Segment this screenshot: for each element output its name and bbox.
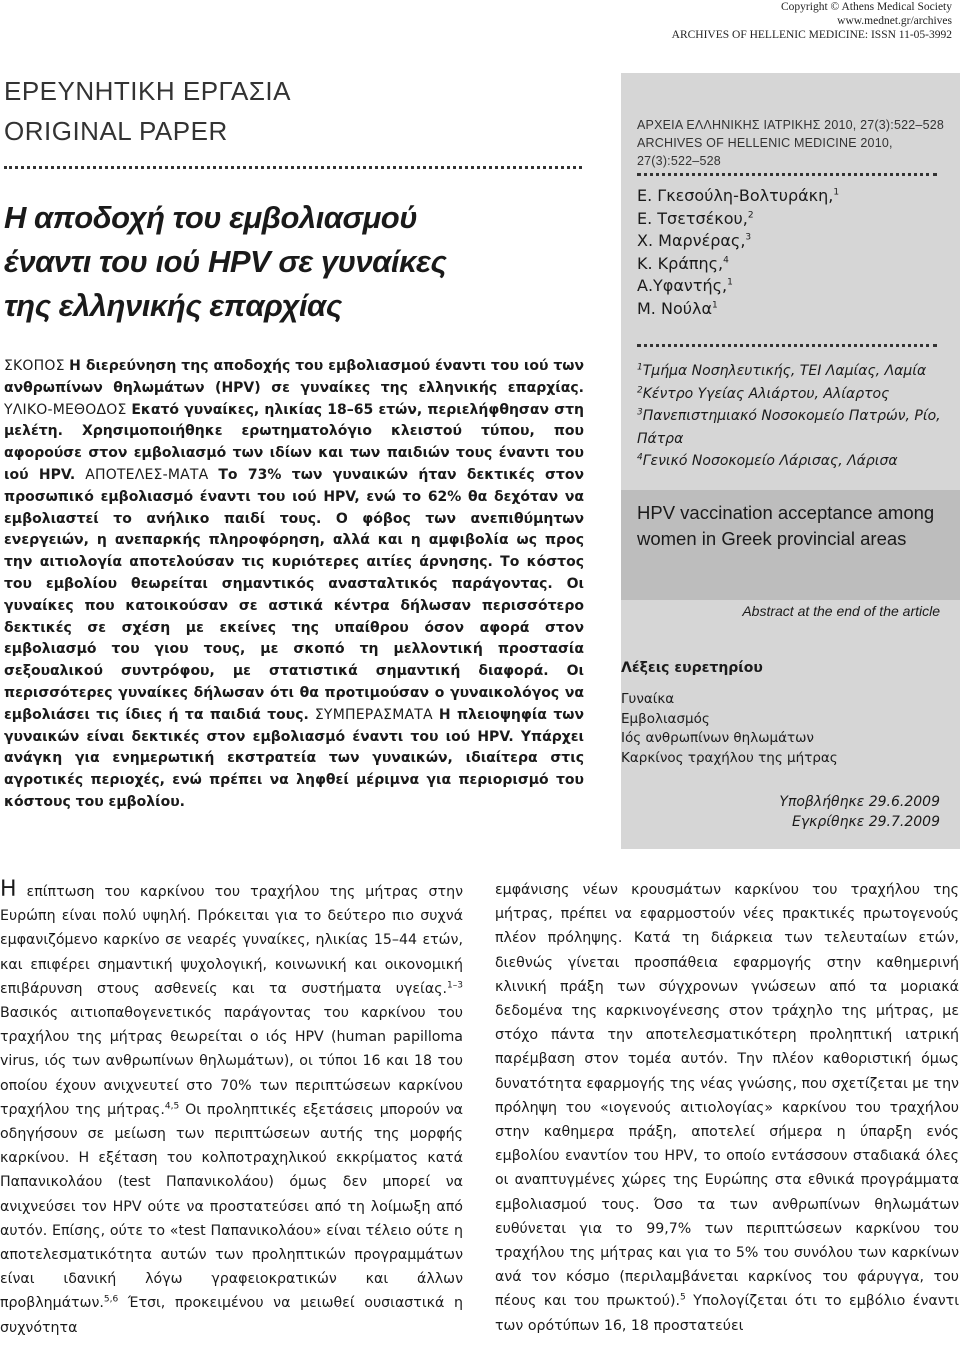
author: Μ. Νούλα$^1$ — [637, 298, 718, 318]
body-text: Βασικός αιτιοπαθογενετικός παράγοντας του καρκίνου του τραχήλου της μήτρας θεωρείται ο ιός HPV (human papilloma virus, ιός των ανθρωπίνων θηλωμάτων), οι τύποι 16 και 18 του οποίου έχουν ανιχνευτεί στο 70% των περιπτώσεων καρκίνου τραχήλου της μήτρας. — [0, 1005, 463, 1118]
author: Χ. Μαρνέρας,$^3$ — [637, 231, 752, 250]
issn-line: ARCHIVES OF HELLENIC MEDICINE: ISSN 11-05-3992 — [671, 29, 952, 41]
citation-ref: 4,5 — [164, 1101, 180, 1112]
english-title: HPV vaccination acceptance among women in Greek provincial areas — [637, 502, 935, 549]
abstract-text: Η διερεύνηση της αποδοχής του εμβολιασμού έναντι του ιού των ανθρωπίνων θηλωμάτων (HPV) σε γυναίκες της ελληνικής επαρχίας. — [4, 358, 584, 396]
journal-website: www.mednet.gr/archives — [837, 15, 952, 27]
affiliation: $^2$Κέντρο Υγείας Αλιάρτου, Αλίαρτος — [637, 384, 890, 402]
title-line: της ελληνικής επαρχίας — [4, 288, 342, 323]
article-title — [4, 196, 584, 328]
abstract-text: Το 73% των γυναικών ήταν δεκτικές στον προσωπικό εμβολιασμό έναντι του ιού HPV, ενώ το 62% θα δεχόταν να εμβολιαστεί το ανήλικο παιδί τους. Ο φόβος των ανεπιθύμητων ενεργειών, η ανεπαρκής πληροφόρηση, αλλά και η αμφιβολία ως προς την αιτιολογία αποτελούσαν τις κυριότερες αιτίες άρνησης. Το κόστος του εμβολίου θεωρείται σημαντικός ανασταλτικός παράγοντας. Οι γυναίκες που κατοικούσαν σε αστικά κέντρα δήλωσαν περισσότερο δεκτικές σε σχέση με εκείνες της υπαίθρου όσον αφορά στον εμβολιασμό του γιου τους, με σκοπό τη μελλοντική προστασία σεξουαλικού συντρόφου, με στατιστικά σημαντική διαφορά. Οι περισσότερες γυναίκες δήλωσαν ότι θα προτιμούσαν ο γυναικολόγος να εμβολιάσει τις ίδιες ή τα παιδιά τους. — [4, 466, 584, 723]
title-line: Η αποδοχή του εμβολιασμού — [4, 200, 418, 235]
keyword: Εμβολιασμός — [621, 710, 710, 727]
english-citation: ARCHIVES OF HELLENIC MEDICINE 2010, 27(3):522–528 — [637, 136, 893, 168]
keywords-list — [621, 690, 838, 768]
body-column-left — [0, 878, 463, 1340]
author: Ε. Τσετσέκου,$^2$ — [637, 208, 754, 228]
body-text: επίπτωση του καρκίνου του τραχήλου της μήτρας στην Ευρώπη είναι πολύ υψηλή. Πρόκειται για το δεύτερο πιο συχνά εμφανιζόμενο καρκίνο σε νεαρές γυναίκες, ηλικίας 15–44 ετών, και επιφέρει σημαντική ψυχολογική, κοινωνική και οικονομική επιβάρυνση στους ασθενείς και τα συστήματα υγείας. — [0, 884, 463, 997]
body-text: Οι προληπτικές εξετάσεις μπορούν να οδηγήσουν σε μείωση των περιπτώσεων αυτής της μορφής καρκίνου. Η εξέταση του κολποτραχηλικού εκκρίματος κατά Παπανικολάου (test Παπανικολάου) όμως δεν μπορεί να ανιχνεύσει τον HPV ούτε να προστατεύσει από τη λοίμωξη από αυτόν. Επίσης, ούτε το «test Παπανικολάου» είναι τέλειο ούτε η αποτελεσματικότητα αυτών των προληπτικών προγραμμάτων είναι ιδανική λόγω γραφειοκρατικών και άλλων προβλημάτων. — [0, 1101, 463, 1312]
body-text: Υπολογίζεται ότι το εμβόλιο έναντι των ορότύπων 16, 18 προστατεύει — [495, 1293, 959, 1334]
title-line: έναντι του ιού HPV σε γυναίκες — [4, 244, 447, 279]
english-abstract-note: Abstract at the end of the article — [742, 603, 940, 619]
greek-citation: ΑΡΧΕΙΑ ΕΛΛΗΝΙΚΗΣ ΙΑΤΡΙΚΗΣ 2010, 27(3):522–528 — [637, 118, 945, 132]
submitted-date: Υποβλήθηκε 29.6.2009 — [779, 794, 940, 810]
keyword: Ιός ανθρωπίνων θηλωμάτων — [621, 730, 814, 746]
dotted-divider — [637, 344, 937, 347]
citation-ref: 5 — [680, 1292, 686, 1303]
author: Α.Υφαντής,$^1$ — [637, 276, 733, 295]
affiliation: $^4$Γενικό Νοσοκομείο Λάρισας, Λάρισα — [637, 452, 898, 469]
section-label-greek: ΕΡΕΥΝΗΤΙΚΗ ΕΡΓΑΣΙΑ — [4, 76, 291, 106]
author: Ε. Γκεσούλη-Βολτυράκη,$^1$ — [637, 186, 840, 205]
dotted-divider — [4, 166, 582, 169]
abstract-text: Η πλειοψηφία των γυναικών είναι δεκτικές στον εμβολιασμό έναντι του ιού HPV. Υπάρχει ανάγκη για ενημερωτική εκστρατεία των γυναικών, ιδιαίτερα στις αγροτικές περιοχές, ενώ πρέπει να ληφθεί μέριμνα για περιορισμό του κόστους του εμβολίου. — [4, 706, 585, 810]
abstract-label: ΣΥΜΠΕΡΑΣΜΑΤΑ — [314, 706, 433, 723]
author: Κ. Κράπης,$^4$ — [637, 253, 729, 273]
article-dates — [779, 792, 940, 832]
dotted-divider — [637, 173, 937, 176]
keyword: Καρκίνος τραχήλου της μήτρας — [621, 749, 838, 766]
journal-citation — [637, 116, 957, 170]
affiliation-list — [637, 360, 957, 473]
keyword: Γυναίκα — [621, 691, 675, 707]
keywords-heading: Λέξεις ευρετηρίου — [621, 660, 763, 676]
body-text: Η — [0, 877, 17, 902]
abstract-label: ΣΚΟΠΟΣ — [4, 358, 65, 374]
affiliation: $^1$Τμήμα Νοσηλευτικής, ΤΕΙ Λαμίας, Λαμία — [637, 362, 927, 379]
abstract-text: Εκατό γυναίκες, ηλικίας 18–65 ετών, περιελήφθησαν στη μελέτη. Χρησιμοποιήθηκε ερωτηματολόγιο κλειστού τύπου, που αφορούσε στον εμβολιασμό των ιδίων και των παιδιών τους έναντι του ιού HPV. — [4, 401, 585, 483]
abstract — [4, 356, 584, 814]
section-label-english: ORIGINAL PAPER — [4, 116, 228, 146]
author-list — [637, 185, 957, 320]
affiliation: $^3$Πανεπιστημιακό Νοσοκομείο Πατρών, Ρίο, Πάτρα — [637, 407, 941, 447]
abstract-label: ΑΠΟΤΕΛΕΣ-ΜΑΤΑ — [85, 466, 209, 483]
accepted-date: Εγκρίθηκε 29.7.2009 — [792, 814, 940, 830]
citation-ref: 1–3 — [447, 980, 463, 991]
copyright-line: Copyright © Athens Medical Society — [781, 1, 952, 13]
citation-ref: 5,6 — [103, 1294, 119, 1305]
body-text: Έτσι, προκειμένου να μειωθεί ουσιαστικά η συχνότητα — [0, 1295, 463, 1336]
abstract-label: ΥΛΙΚΟ-ΜΕΘΟΔΟΣ — [4, 401, 127, 418]
body-text: εμφάνισης νέων κρουσμάτων καρκίνου του τραχήλου της μήτρας, πρέπει να εφαρμοστούν νέες πρακτικές πρωτογενούς πλέον πρόληψης. Κατά τη διάρκεια των τελευταίων ετών, διεθνώς γίνεται προσπάθεια εφαρμογής στην καθημερινή κλινική πράξη των σύγχρονων γνώσεων από τα μοριακά δεδομένα της καρκινογένεσης στον τράχηλο της μήτρας, με στόχο πάντα την αποτελεσματικότερη προληπτική ιατρική παρέμβαση στον τομέα αυτόν. Την πλέον καθοριστική όμως δυνατότητα εφαρμογής της νέας γνώσης, που σχετίζεται με την πρόληψη του «ιογενούς αιτιολογίας» καρκίνου του τραχήλου στην καθημερα πράξη, αποτελεί σήμερα η ύπαρξη ενός εμβολίου εναντίον του HPV, το οποίο εντάσσουν σταδιακά όλες οι αναπτυγμένες χώρες της Ευρώπης στα εθνικά προγράμματα εμβολιασμού τους. Όσο τα των ανθρωπίνων θηλωμάτων ευθύνεται για το 99,7% των περιπτώσεων καρκίνου του τραχήλου της μήτρας και για το 5% του συνόλου των καρκίνων ανά τον κόσμο (περιλαμβάνεται καρκίνος του φάρυγγα, του πέους και του πρωκτού). — [495, 882, 959, 1310]
copyright-block — [512, 0, 952, 42]
body-column-right — [495, 878, 959, 1338]
